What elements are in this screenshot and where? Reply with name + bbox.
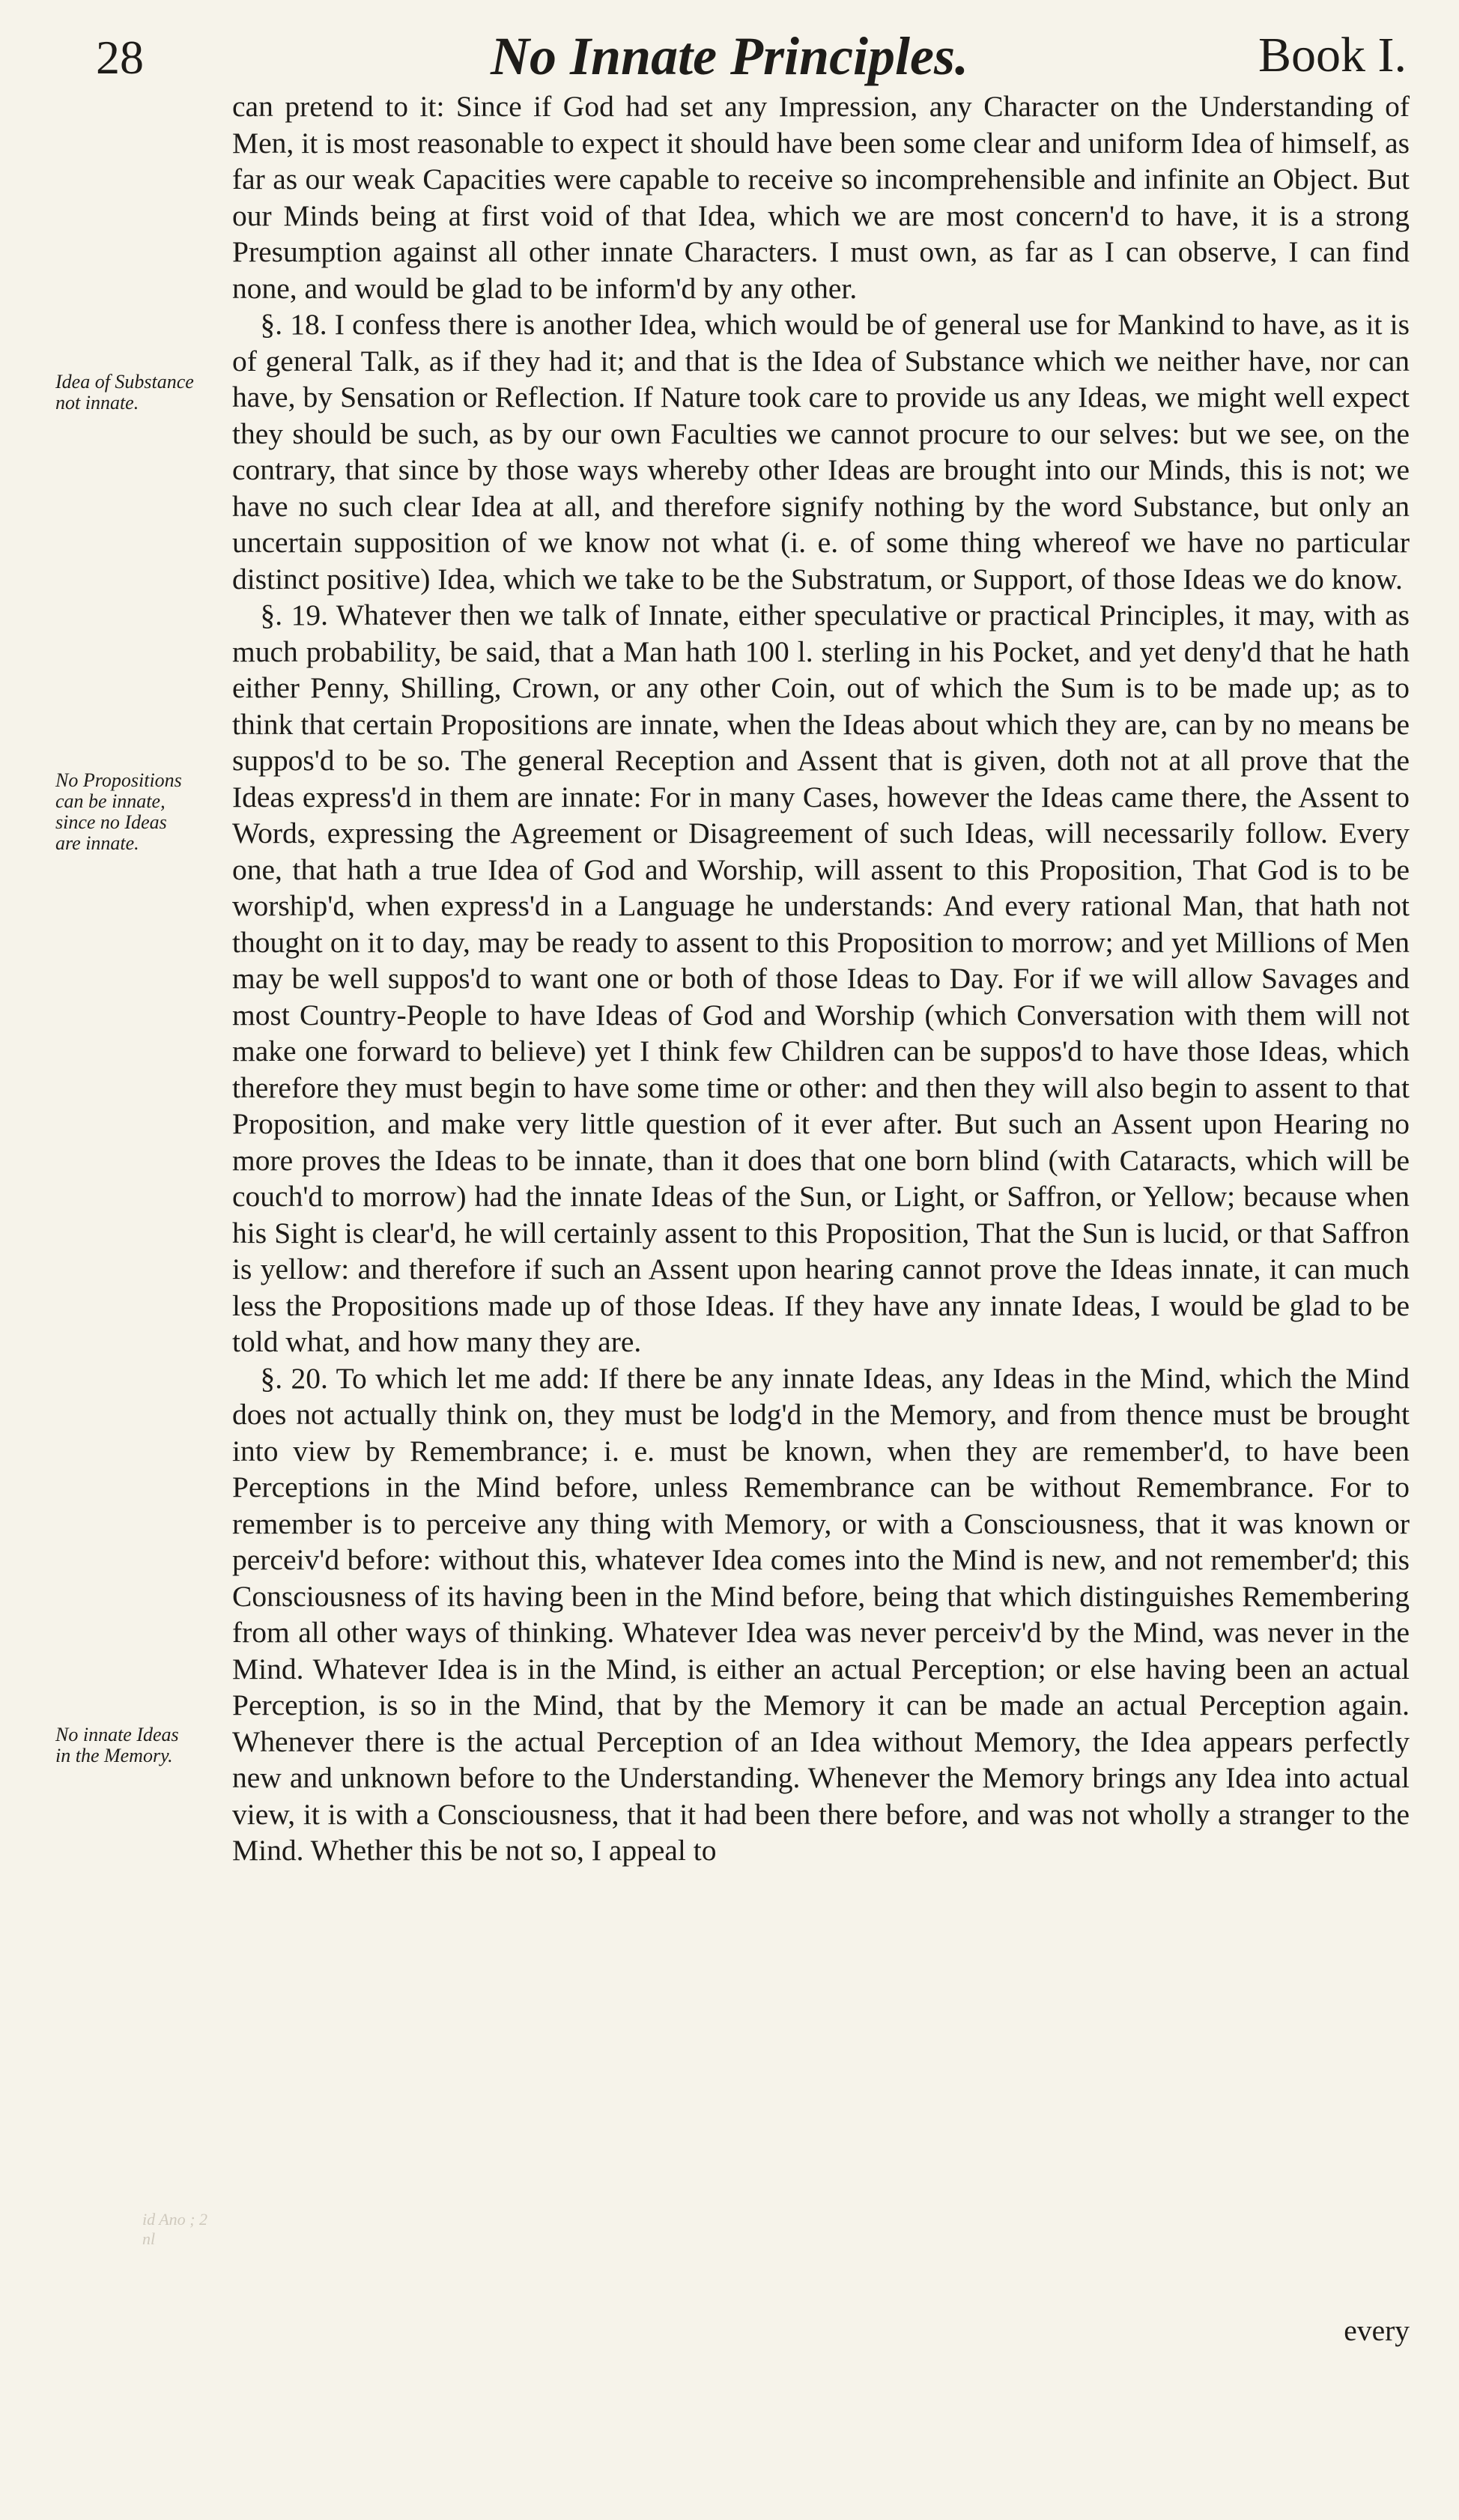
catchword: every [1344,2314,1410,2347]
margin-note-substance: Idea of Substance not innate. [55,371,194,414]
book-label: Book I. [1258,28,1407,82]
paragraph-section-18: §. 18. I confess there is another Idea, which would be of general use for Mankind to have, as it is of general Talk, as if they had it; and that is the Idea of Substance which we neither have, nor can have, by Sensation or Reflection. If Nature took care to provide us any Ideas, we might well expect they should be such, as by our own Faculties we cannot procure to our selves: but we see, on the contrary, that since by those ways whereby other Ideas are brought into our Minds, this is not; we have no such clear Idea at all, and therefore signify nothing by the word Substance, but only an uncertain supposition of we know not what (i. e. of some thing whereof we have no particular distinct positive) Idea, which we take to be the Substratum, or Support, of those Ideas we do know. [232,308,1410,596]
margin-note-memory: No innate Ideas in the Memory. [55,1724,179,1766]
paragraph-continuation: can pretend to it: Since if God had set any Impression, any Character on the Understanding of Men, it is most reasonable to expect it should have been some clear and uniform Idea of himself, as far as our weak Capacities were capable to receive so incomprehensible and infinite an Object. But our Minds being at first void of that Idea, which we are most concern'd to have, it is a strong Presumption against all other innate Characters. I must own, as far as I can observe, I can find none, and would be glad to be inform'd by any other. [232,90,1410,305]
running-title: No Innate Principles. [490,26,969,86]
margin-note-propositions: No Propositions can be innate, since no Ideas are innate. [55,769,182,854]
body-text [232,88,1410,1869]
paragraph-section-19: §. 19. Whatever then we talk of Innate, either speculative or practical Principles, it may, with as much probability, be said, that a Man hath 100 l. sterling in his Pocket, and yet deny'd that he hath either Penny, Shilling, Crown, or any other Coin, out of which the Sum is to be made up; as to think that certain Propositions are innate, when the Ideas about which they are, can by no means be suppos'd to be so. The general Reception and Assent that is given, doth not at all prove that the Ideas express'd in them are innate: For in many Cases, however the Ideas came there, the Assent to Words, expressing the Agreement or Disagreement of such Ideas, will necessarily follow. Every one, that hath a true Idea of God and Worship, will assent to this Proposition, That God is to be worship'd, when express'd in a Language he understands: And every rational Man, that hath not thought on it to day, may be ready to assent to this Proposition to morrow; and yet Millions of Men may be well suppos'd to want one or both of those Ideas to Day. For if we will allow Savages and most Country-People to have Ideas of God and Worship (which Conversation with them will not make one forward to believe) yet I think few Children can be suppos'd to have those Ideas, which therefore they must begin to have some time or other: and then they will also begin to assent to that Proposition, and make very little question of it ever after. But such an Assent upon Hearing no more proves the Ideas to be innate, than it does that one born blind (with Cataracts, which will be couch'd to morrow) had the innate Ideas of the Sun, or Light, or Saffron, or Yellow; because when his Sight is clear'd, he will certainly assent to this Proposition, That the Sun is lucid, or that Saffron is yellow: and therefore if such an Assent upon hearing cannot prove the Ideas innate, it can much less the Propositions made up of those Ideas. If they have any innate Ideas, I would be glad to be told what, and how many they are. [232,599,1410,1358]
running-head [0,22,1459,94]
page-number: 28 [96,31,144,84]
show-through-text: id Ano ; 2 nl [142,2210,207,2248]
paragraph-section-20: §. 20. To which let me add: If there be any innate Ideas, any Ideas in the Mind, which the Mind does not actually think on, they must be lodg'd in the Memory, and from thence must be brought into view by Remembrance; i. e. must be known, when they are remember'd, to have been Perceptions in the Mind before, unless Remembrance can be without Remembrance. For to remember is to perceive any thing with Memory, or with a Consciousness, that it was known or perceiv'd before: without this, whatever Idea comes into the Mind is new, and not remember'd; this Consciousness of its having been in the Mind before, being that which distinguishes Remembering from all other ways of thinking. Whatever Idea was never perceiv'd by the Mind, was never in the Mind. Whatever Idea is in the Mind, is either an actual Perception; or else having been an actual Perception, is so in the Mind, that by the Memory it can be made an actual Perception again. Whenever there is the actual Perception of an Idea without Memory, the Idea appears perfectly new and unknown before to the Understanding. Whenever the Memory brings any Idea into actual view, it is with a Consciousness, that it had been there before, and was not wholly a stranger to the Mind. Whether this be not so, I appeal to [232,1361,1410,1867]
